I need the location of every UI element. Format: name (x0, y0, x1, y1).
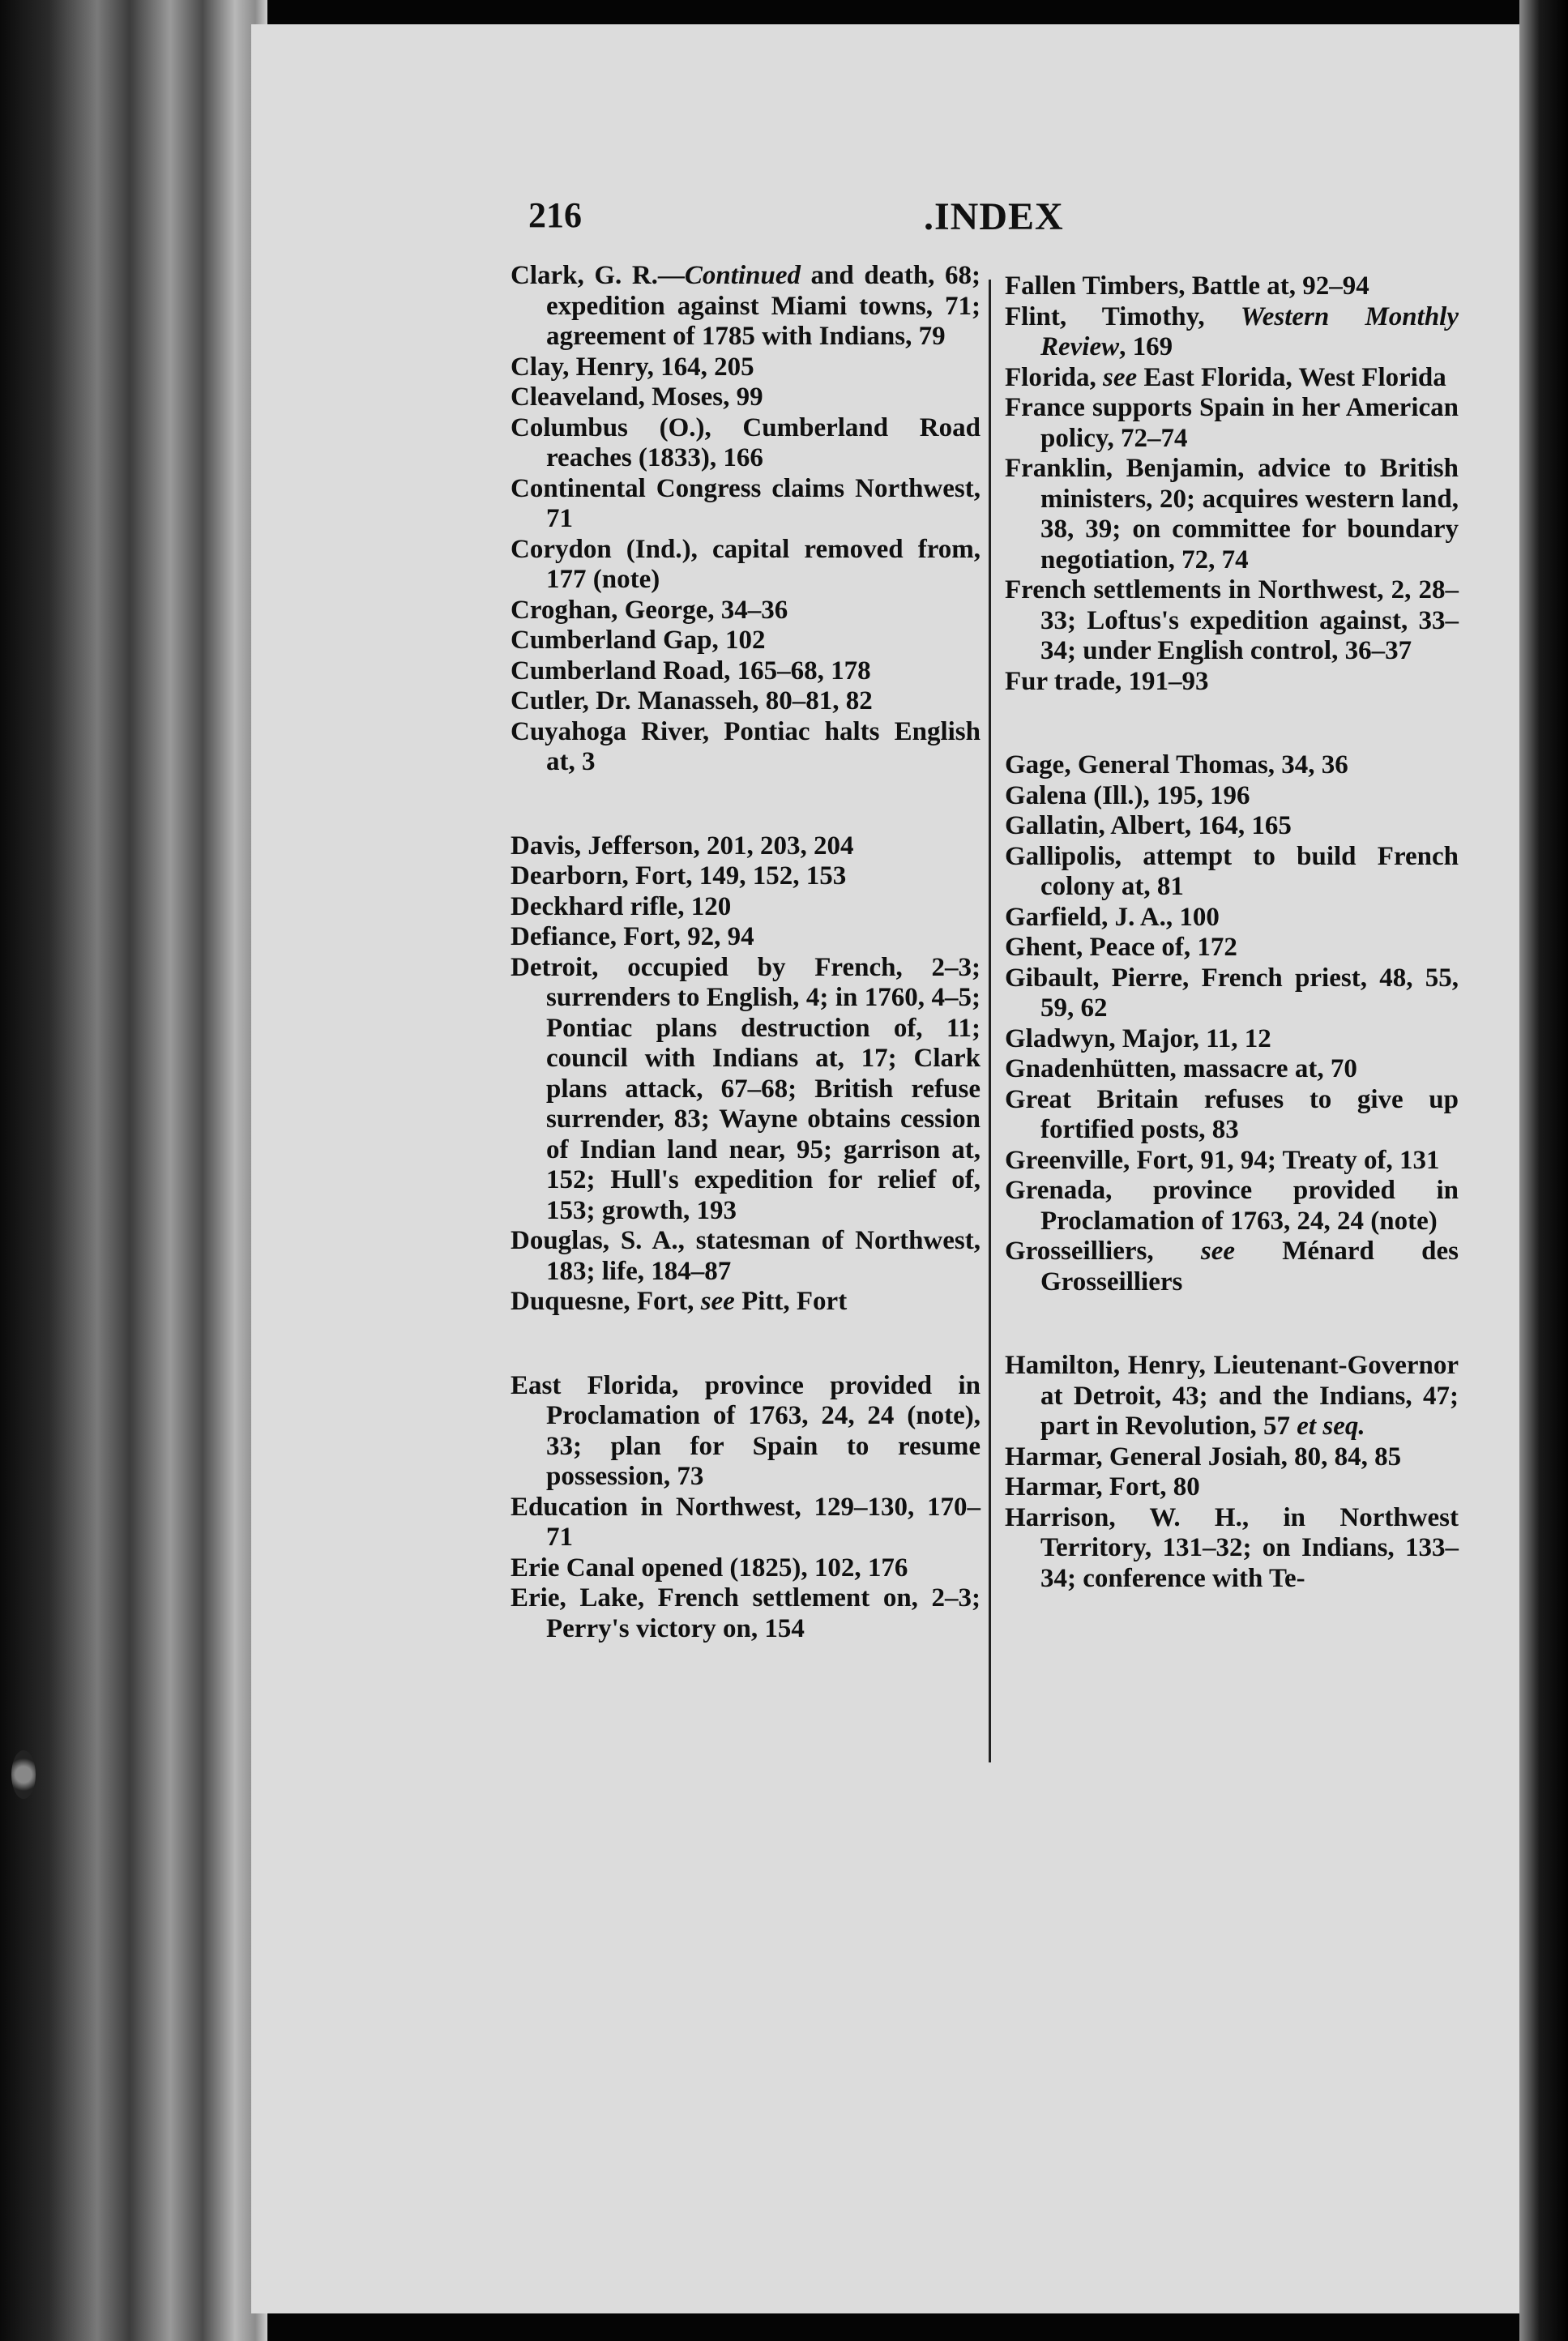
index-entry (511, 922, 981, 953)
index-entry (511, 1226, 981, 1287)
index-entry (511, 892, 981, 923)
entry-text: , 169 (1119, 332, 1173, 361)
index-entry (1005, 575, 1459, 667)
index-entry (1005, 1146, 1459, 1177)
index-entry (1005, 1237, 1459, 1297)
index-entry (511, 953, 981, 1227)
index-entry (511, 686, 981, 717)
entry-text: Cuyahoga River, Pontiac halts English at, 3 (511, 716, 981, 776)
index-entry (511, 382, 981, 413)
entry-text: Grenada, province provided in Proclamation of 1763, 24, 24 (note) (1005, 1176, 1459, 1236)
index-entry (1005, 271, 1459, 302)
index-entry (511, 596, 981, 626)
entry-text: French settlements in Northwest, 2, 28–33; Loftus's expedition against, 33–34; under English control, 36–37 (1005, 575, 1459, 665)
index-entry (1005, 933, 1459, 963)
entry-text: Dearborn, Fort, 149, 152, 153 (511, 861, 847, 891)
entry-text: Davis, Jefferson, 201, 203, 204 (511, 831, 854, 861)
entry-text: Fur trade, 191–93 (1005, 666, 1209, 696)
entry-text: Croghan, George, 34–36 (511, 595, 788, 625)
binding-clasp (11, 1750, 36, 1799)
entry-text: Defiance, Fort, 92, 94 (511, 922, 754, 951)
entry-text: Ménard des Grosseilliers (1040, 1237, 1459, 1297)
entry-text: Gage, General Thomas, 34, 36 (1005, 750, 1348, 780)
entry-text: Gallatin, Albert, 164, 165 (1005, 811, 1292, 840)
entry-text: Hamilton, Henry, Lieutenant-Governor at Detroit, 43; and the Indians, 47; part in Revolution, 57 (1005, 1351, 1459, 1441)
entry-text: and death, 68; expedition against Miami towns, 71; agreement of 1785 with Indians, 79 (546, 261, 981, 351)
entry-text: Harrison, W. H., in Northwest Territory, 131–32; on Indians, 133–34; conference with Te- (1005, 1502, 1459, 1593)
entry-text: Corydon (Ind.), capital removed from, 177 (note) (511, 534, 981, 594)
index-entry (1005, 963, 1459, 1024)
index-entry (1005, 1503, 1459, 1595)
entry-text: East Florida, West Florida (1137, 362, 1446, 392)
index-column-right (1005, 271, 1459, 1594)
index-entry (1005, 1054, 1459, 1085)
index-entry (511, 1371, 981, 1493)
index-entry (1005, 1085, 1459, 1146)
entry-text: Deckhard rifle, 120 (511, 891, 732, 921)
running-head: .INDEX (924, 195, 1064, 238)
index-entry (1005, 750, 1459, 781)
index-entry (511, 474, 981, 535)
index-entry (1005, 1472, 1459, 1503)
entry-text: Garfield, J. A., 100 (1005, 902, 1220, 932)
index-entry (511, 831, 981, 862)
entry-text: Harmar, Fort, 80 (1005, 1472, 1200, 1502)
entry-italic-text: see (700, 1287, 735, 1316)
section-gap (1005, 697, 1459, 750)
entry-italic-text: Continued (684, 261, 801, 290)
entry-text: Galena (Ill.), 195, 196 (1005, 780, 1250, 810)
entry-text: Florida, (1005, 362, 1103, 392)
entry-text: Gallipolis, attempt to build French colony at, 81 (1005, 841, 1459, 901)
index-entry (511, 1583, 981, 1644)
entry-italic-text: Western Monthly Review (1040, 301, 1459, 361)
index-entry (511, 1287, 981, 1318)
section-gap (511, 778, 981, 831)
entry-text: Greenville, Fort, 91, 94; Treaty of, 131 (1005, 1145, 1440, 1175)
section-gap (1005, 1297, 1459, 1351)
entry-text: Education in Northwest, 129–130, 170–71 (511, 1492, 981, 1552)
index-entry (511, 1553, 981, 1584)
index-entry (1005, 811, 1459, 842)
entry-text: Erie Canal opened (1825), 102, 176 (511, 1553, 908, 1583)
index-entry (511, 413, 981, 474)
index-entry (1005, 842, 1459, 903)
entry-text: Clark, G. R.— (511, 261, 685, 290)
index-entry (1005, 903, 1459, 933)
entry-text: Continental Congress claims Northwest, 71 (511, 473, 981, 533)
entry-text: Clay, Henry, 164, 205 (511, 352, 754, 382)
page-number: 216 (528, 195, 582, 235)
index-entry (1005, 363, 1459, 394)
index-entry (1005, 1024, 1459, 1055)
index-entry (1005, 302, 1459, 363)
index-entry (1005, 454, 1459, 575)
entry-text: Ghent, Peace of, 172 (1005, 933, 1237, 962)
entry-text: France supports Spain in her American policy, 72–74 (1005, 393, 1459, 453)
entry-text: Columbus (O.), Cumberland Road reaches (1833), 166 (511, 412, 981, 472)
index-entry (511, 717, 981, 778)
index-entry (1005, 667, 1459, 698)
index-entry (511, 861, 981, 892)
index-entry (511, 656, 981, 687)
entry-text: Gladwyn, Major, 11, 12 (1005, 1023, 1271, 1053)
index-column-left (511, 261, 981, 1644)
book-binding-edge (0, 0, 267, 2341)
entry-italic-text: see (1200, 1237, 1235, 1266)
entry-text: Grosseilliers, (1005, 1237, 1201, 1266)
entry-text: East Florida, province provided in Proclamation of 1763, 24, 24 (note), 33; plan for Spain to resume possession, 73 (511, 1370, 981, 1491)
entry-text: Franklin, Benjamin, advice to British ministers, 20; acquires western land, 38, 39; on committee for boundary negotiation, 72, 74 (1005, 454, 1459, 575)
entry-text: Cutler, Dr. Manasseh, 80–81, 82 (511, 686, 873, 716)
entry-text: Gibault, Pierre, French priest, 48, 55, 59, 62 (1005, 963, 1459, 1023)
entry-text: Flint, Timothy, (1005, 301, 1241, 331)
entry-text: Duquesne, Fort, (511, 1287, 701, 1316)
entry-italic-text: et seq. (1297, 1412, 1365, 1441)
index-entry (511, 1493, 981, 1553)
index-entry (511, 352, 981, 383)
entry-text: Harmar, General Josiah, 80, 84, 85 (1005, 1442, 1402, 1472)
entry-italic-text: see (1103, 362, 1138, 392)
entry-text: Cleaveland, Moses, 99 (511, 382, 763, 412)
index-entry (1005, 1442, 1459, 1473)
entry-text: Erie, Lake, French settlement on, 2–3; Perry's victory on, 154 (511, 1583, 981, 1643)
index-entry (511, 535, 981, 596)
column-divider (989, 280, 991, 1762)
index-entry (1005, 781, 1459, 812)
index-entry (1005, 1176, 1459, 1237)
entry-text: Cumberland Gap, 102 (511, 626, 766, 655)
section-gap (511, 1318, 981, 1371)
entry-text: Cumberland Road, 165–68, 178 (511, 656, 871, 686)
entry-text: Pitt, Fort (734, 1287, 848, 1316)
entry-text: Great Britain refuses to give up fortified posts, 83 (1005, 1084, 1459, 1144)
entry-text: Detroit, occupied by French, 2–3; surrenders to English, 4; in 1760, 4–5; Pontiac plans destruction of, 11; council with Indians at, 17; Clark plans attack, 67–68; British refuse surrender, 83; Wayne obtains cession of Indian land near, 95; garrison at, 152; Hull's expedition for relief of, 153; growth, 193 (511, 952, 981, 1225)
scan-shadow-edge (1519, 0, 1568, 2341)
entry-text: Fallen Timbers, Battle at, 92–94 (1005, 271, 1369, 301)
entry-text: Gnadenhütten, massacre at, 70 (1005, 1054, 1357, 1083)
index-entry (511, 261, 981, 352)
index-entry (511, 626, 981, 656)
index-entry (1005, 393, 1459, 454)
index-entry (1005, 1351, 1459, 1442)
entry-text: Douglas, S. A., statesman of Northwest, 183; life, 184–87 (511, 1226, 981, 1286)
